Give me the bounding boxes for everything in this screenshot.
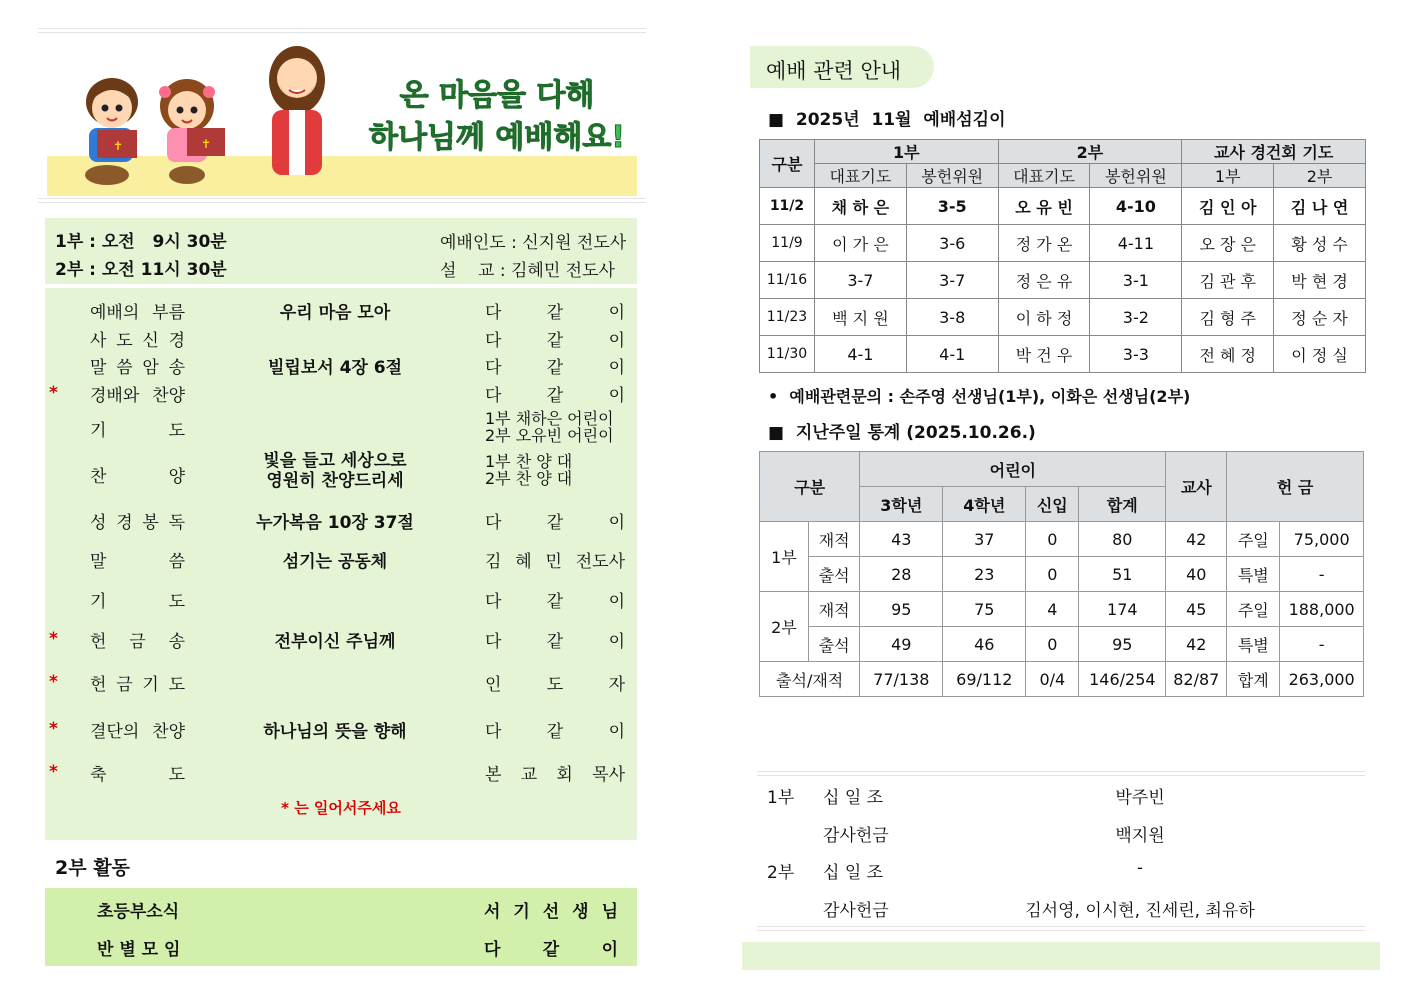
- order-item-leader: 1부 채하은 어린이 2부 오유빈 어린이: [485, 409, 614, 445]
- server-cell: 3-6: [906, 225, 998, 262]
- th-grade3: 3학년: [860, 487, 943, 522]
- offering-top-divider: [757, 771, 1365, 776]
- table-row: [760, 188, 1366, 225]
- server-cell: 3-7: [906, 262, 998, 299]
- stat-cell: 4: [1026, 592, 1079, 627]
- banner-line1: 온 마음을 다해: [399, 78, 595, 113]
- th-part2: 2부: [998, 140, 1182, 164]
- svg-text:✝: ✝: [113, 139, 124, 153]
- stand-marker: *: [49, 719, 58, 739]
- order-item-leader: 다 같 이: [485, 592, 625, 612]
- server-cell: 3-3: [1090, 336, 1182, 373]
- offering-part: 2부: [767, 863, 795, 883]
- activity-leader: 다 같 이: [484, 940, 618, 960]
- th-teachers: 교사: [1166, 452, 1227, 522]
- stat-cell: 0: [1026, 557, 1079, 592]
- order-item-leader: 김 혜 민 전도사: [485, 552, 625, 572]
- total-cell: 146/254: [1079, 662, 1166, 697]
- worship-leader: 예배인도 : 신지원 전도사: [440, 233, 627, 253]
- stat-cell: 42: [1166, 627, 1227, 662]
- stat-cell: 80: [1079, 522, 1166, 557]
- preacher: 설 교 : 김혜민 전도사: [440, 261, 615, 281]
- offering-amount-cell: -: [1280, 557, 1364, 592]
- order-item-name: 축 도: [90, 765, 185, 785]
- offering-names: 박주빈: [1115, 788, 1165, 808]
- stand-marker: *: [49, 672, 58, 692]
- server-cell: 박 현 경: [1274, 262, 1366, 299]
- stats-table: [759, 451, 1364, 697]
- offering-names: 김서영, 이시현, 진세린, 최유하: [1025, 901, 1255, 921]
- server-cell: 3-1: [1090, 262, 1182, 299]
- th-t-part2: 2부: [1274, 164, 1366, 188]
- server-cell: 박 건 우: [998, 336, 1090, 373]
- th-stats-category: 구분: [760, 452, 860, 522]
- th-p1-prayer: 대표기도: [814, 164, 906, 188]
- order-item-name: 기 도: [90, 421, 185, 441]
- stat-cell: 174: [1079, 592, 1166, 627]
- th-grade4: 4학년: [943, 487, 1026, 522]
- date-cell: 11/23: [760, 299, 815, 336]
- order-item-name: 성 경 봉 독: [90, 513, 185, 533]
- offering-amount-cell: 75,000: [1280, 522, 1364, 557]
- server-cell: 김 나 연: [1274, 188, 1366, 225]
- th-p1-offering: 봉헌위원: [906, 164, 998, 188]
- order-item-leader: 다 같 이: [485, 303, 625, 323]
- stand-note: * 는 일어서주세요: [281, 799, 401, 817]
- date-cell: 11/30: [760, 336, 815, 373]
- th-t-part1: 1부: [1182, 164, 1274, 188]
- th-new: 신입: [1026, 487, 1079, 522]
- table-row: [760, 336, 1366, 373]
- server-cell: 3-2: [1090, 299, 1182, 336]
- th-total: 합계: [1079, 487, 1166, 522]
- table-row: [760, 557, 1364, 592]
- date-cell: 11/2: [760, 188, 815, 225]
- order-item-leader: 다 같 이: [485, 722, 625, 742]
- activity-leader: 서 기 선 생 님: [484, 902, 618, 922]
- part2-time: 2부 : 오전 11시 30분: [55, 260, 227, 280]
- offering-amount-cell: 263,000: [1280, 662, 1364, 697]
- offering-kind-cell: 특별: [1227, 627, 1280, 662]
- order-row: [45, 760, 637, 786]
- offering-kind-cell: 합계: [1227, 662, 1280, 697]
- server-cell: 4-11: [1090, 225, 1182, 262]
- stand-marker: *: [49, 629, 58, 649]
- offering-kind-cell: 특별: [1227, 557, 1280, 592]
- server-cell: 이 정 실: [1274, 336, 1366, 373]
- server-cell: 황 성 수: [1274, 225, 1366, 262]
- stat-cell: 95: [860, 592, 943, 627]
- stat-cell: 75: [943, 592, 1026, 627]
- stat-cell: 49: [860, 627, 943, 662]
- order-row: [45, 508, 637, 534]
- kind-cell: 재적: [809, 592, 860, 627]
- order-item-name: 헌 금 송: [90, 632, 185, 652]
- order-item-leader: 다 같 이: [485, 331, 625, 351]
- order-row: [45, 298, 637, 324]
- order-row: [45, 353, 637, 379]
- offering-kind-cell: 주일: [1227, 592, 1280, 627]
- footer-bar: [742, 942, 1380, 970]
- stat-cell: 51: [1079, 557, 1166, 592]
- banner-line2: 하나님께 예배해요!: [369, 120, 625, 155]
- server-cell: 전 혜 정: [1182, 336, 1274, 373]
- order-item-name: 헌 금 기 도: [90, 675, 185, 695]
- table-row: [760, 627, 1364, 662]
- total-cell: 69/112: [943, 662, 1026, 697]
- order-item-title: 빌립보서 4장 6절: [267, 358, 403, 378]
- activity-heading: 2부 활동: [55, 857, 130, 879]
- stat-cell: 23: [943, 557, 1026, 592]
- order-row: [45, 547, 637, 573]
- order-row: [45, 326, 637, 352]
- activity-name: 초등부소식: [97, 902, 180, 922]
- table-row: [760, 522, 1364, 557]
- top-divider: [38, 28, 646, 33]
- stat-cell: 46: [943, 627, 1026, 662]
- server-cell: 3-5: [906, 188, 998, 225]
- server-cell: 4-1: [814, 336, 906, 373]
- offering-names: 백지원: [1115, 826, 1165, 846]
- order-item-name: 기 도: [90, 592, 185, 612]
- server-cell: 정 가 온: [998, 225, 1090, 262]
- kind-cell: 재적: [809, 522, 860, 557]
- order-item-leader: 1부 찬 양 대 2부 찬 양 대: [485, 452, 573, 488]
- order-item-title: 전부이신 주님께: [274, 632, 396, 652]
- server-cell: 오 장 은: [1182, 225, 1274, 262]
- th-p2-prayer: 대표기도: [998, 164, 1090, 188]
- order-item-name: 찬 양: [90, 467, 185, 487]
- th-teacher-prayer: 교사 경건회 기도: [1182, 140, 1366, 164]
- server-cell: 채 하 은: [814, 188, 906, 225]
- stat-cell: 42: [1166, 522, 1227, 557]
- server-cell: 4-10: [1090, 188, 1182, 225]
- server-cell: 이 하 정: [998, 299, 1090, 336]
- order-row: [45, 717, 637, 743]
- banner-divider: [38, 198, 646, 203]
- section-title: [750, 46, 934, 88]
- section-title-text: 예배 관련 안내: [766, 59, 902, 83]
- server-cell: 정 순 자: [1274, 299, 1366, 336]
- kind-cell: 출석: [809, 627, 860, 662]
- inquiry-note: • 예배관련문의 : 손주영 선생님(1부), 이화은 선생님(2부): [768, 387, 1191, 406]
- order-row: [45, 670, 637, 696]
- server-cell: 정 은 유: [998, 262, 1090, 299]
- order-item-title: 섬기는 공동체: [282, 552, 388, 572]
- order-item-name: 결단의 찬양: [90, 722, 185, 742]
- order-item-name: 사 도 신 경: [90, 331, 185, 351]
- server-cell: 이 가 은: [814, 225, 906, 262]
- stat-cell: 0: [1026, 522, 1079, 557]
- children-and-jesus-illustration: [67, 40, 367, 190]
- table-row: [760, 262, 1366, 299]
- offering-kind: 십 일 조: [823, 863, 884, 883]
- order-item-name: 경배와 찬양: [90, 386, 185, 406]
- activity-name: 반 별 모 임: [97, 940, 181, 960]
- th-category: 구분: [760, 140, 815, 188]
- server-cell: 3-8: [906, 299, 998, 336]
- offering-names: -: [1136, 858, 1144, 878]
- date-cell: 11/16: [760, 262, 815, 299]
- order-item-leader: 다 같 이: [485, 358, 625, 378]
- order-item-leader: 다 같 이: [485, 632, 625, 652]
- offering-part: 1부: [767, 788, 795, 808]
- total-cell: 82/87: [1166, 662, 1227, 697]
- offering-bottom-divider: [757, 926, 1365, 931]
- stand-marker: *: [49, 762, 58, 782]
- part-cell: 1부: [760, 522, 809, 592]
- server-cell: 김 관 후: [1182, 262, 1274, 299]
- stat-cell: 37: [943, 522, 1026, 557]
- order-item-leader: 다 같 이: [485, 386, 625, 406]
- offering-kind: 감사헌금: [823, 826, 889, 846]
- offering-kind: 십 일 조: [823, 788, 884, 808]
- stat-cell: 40: [1166, 557, 1227, 592]
- server-cell: 백 지 원: [814, 299, 906, 336]
- order-item-title: 누가복음 10장 37절: [256, 513, 414, 533]
- total-label: 출석/재적: [760, 662, 860, 697]
- offering-amount-cell: 188,000: [1280, 592, 1364, 627]
- order-item-leader: 본 교 회 목사: [485, 765, 625, 785]
- order-row: [45, 587, 637, 613]
- stat-cell: 0: [1026, 627, 1079, 662]
- server-cell: 3-7: [814, 262, 906, 299]
- banner: [47, 40, 637, 196]
- total-row: [760, 662, 1364, 697]
- order-item-leader: 인 도 자: [485, 675, 625, 695]
- order-item-name: 예배의 부름: [90, 303, 185, 323]
- order-row: [45, 451, 637, 497]
- stat-cell: 28: [860, 557, 943, 592]
- th-offering: 헌 금: [1227, 452, 1364, 522]
- order-item-title: 우리 마음 모아: [279, 303, 391, 323]
- kind-cell: 출석: [809, 557, 860, 592]
- date-cell: 11/9: [760, 225, 815, 262]
- serve-subheading: ■ 2025년 11월 예배섬김이: [768, 110, 1006, 130]
- order-row: [45, 627, 637, 653]
- th-children: 어린이: [860, 452, 1166, 487]
- table-row: [760, 592, 1364, 627]
- order-item-title: 하나님의 뜻을 향해: [263, 722, 407, 742]
- stat-cell: 95: [1079, 627, 1166, 662]
- total-cell: 0/4: [1026, 662, 1079, 697]
- server-cell: 4-1: [906, 336, 998, 373]
- table-row: [760, 299, 1366, 336]
- order-item-title: 빛을 들고 세상으로 영원히 찬양드리세: [263, 451, 407, 491]
- table-row: [760, 225, 1366, 262]
- order-item-name: 말 씀: [90, 552, 185, 572]
- total-cell: 77/138: [860, 662, 943, 697]
- server-cell: 오 유 빈: [998, 188, 1090, 225]
- part1-time: 1부 : 오전 9시 30분: [55, 232, 227, 252]
- stand-marker: *: [49, 383, 58, 403]
- offering-amount-cell: -: [1280, 627, 1364, 662]
- offering-kind: 감사헌금: [823, 901, 889, 921]
- stat-cell: 45: [1166, 592, 1227, 627]
- order-item-leader: 다 같 이: [485, 513, 625, 533]
- order-item-name: 말 씀 암 송: [90, 358, 185, 378]
- part-cell: 2부: [760, 592, 809, 662]
- order-row: [45, 381, 637, 407]
- th-part1: 1부: [814, 140, 998, 164]
- servers-table: [759, 139, 1366, 373]
- server-cell: 김 형 주: [1182, 299, 1274, 336]
- order-row: [45, 408, 637, 448]
- server-cell: 김 인 아: [1182, 188, 1274, 225]
- stat-cell: 43: [860, 522, 943, 557]
- svg-text:✝: ✝: [201, 137, 212, 151]
- th-p2-offering: 봉헌위원: [1090, 164, 1182, 188]
- stats-subheading: ■ 지난주일 통계 (2025.10.26.): [768, 423, 1036, 443]
- offering-kind-cell: 주일: [1227, 522, 1280, 557]
